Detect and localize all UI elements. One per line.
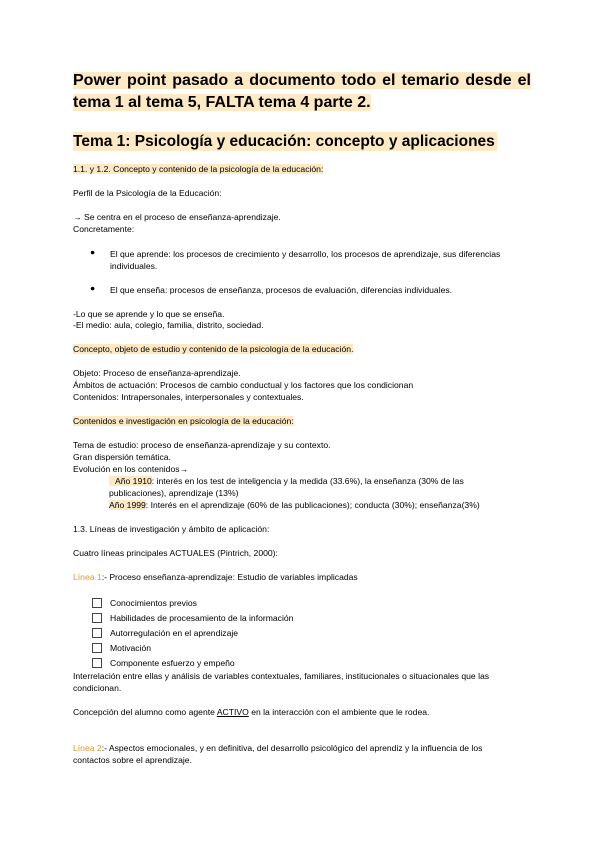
year-1999-line: Año 1999: Interés en el aprendizaje (60% de las publicaciones); conducta (30%); enseñanza(3%) [109,500,480,510]
objeto-text: Objeto: Proceso de enseñanza-aprendizaje. [73,368,241,378]
evolucion-text: Evolución en los contenidos→ [73,464,189,474]
section-subtitle-3: Contenidos e investigación en psicología de la educación: [73,416,294,426]
document-title: Power point pasado a documento todo el temario desde el tema 1 al tema 5, FALTA tema 4 parte 2. [73,72,531,111]
checkbox-esfuerzo[interactable] [92,658,102,668]
checkbox-label-autorregulacion: Autorregulación en el aprendizaje [110,628,239,638]
topic-heading: Tema 1: Psicología y educación: concepto y aplicaciones [73,133,495,150]
perfil-text: Perfil de la Psicología de la Educación: [73,188,222,198]
medio-text: -El medio: aula, colegio, familia, distrito, sociedad. [73,320,264,330]
linea-2-line-1: Línea 2:- Aspectos emocionales, y en definitiva, del desarrollo psicológico del aprendiz y la influencia de los [73,743,483,753]
checkbox-motivacion[interactable] [92,643,102,653]
interrelacion-line-2: condicionan. [73,683,122,693]
checkbox-label-motivacion: Motivación [110,643,152,653]
ambitos-text: Ámbitos de actuación: Procesos de cambio conductual y los factores que los condicionan [73,380,414,390]
year-1910-line-2: publicaciones), aprendizaje (13%) [109,488,239,498]
bullet-1-line-1: El que aprende: los procesos de crecimiento y desarrollo, los procesos de aprendizaje, sus diferencias [110,249,501,259]
section-subtitle-2: Concepto, objeto de estudio y contenido de la psicología de la educación. [73,344,354,354]
bullet-dot-2: ● [90,283,96,293]
linea-2-line-2: contactos sobre el aprendizaje. [73,755,192,765]
interrelacion-line-1: Interrelación entre ellas y análisis de variables contextuales, familiares, institucionales o situacionales que las [73,671,490,681]
bullet-1-line-2: individuales. [110,261,158,271]
bullet-2: El que enseña: procesos de enseñanza, procesos de evaluación, diferencias individuales. [110,285,453,295]
checkbox-label-esfuerzo: Componente esfuerzo y empeño [110,658,235,668]
lo-que-text: -Lo que se aprende y lo que se enseña. [73,309,225,319]
arrow-line: → Se centra en el proceso de enseñanza-aprendizaje. [73,212,281,222]
checkbox-label-habilidades: Habilidades de procesamiento de la información [110,613,294,623]
linea-1-text: Línea 1:- Proceso enseñanza-aprendizaje: Estudio de variables implicadas [73,572,358,582]
section-subtitle-1: 1.1. y 1.2. Concepto y contenido de la psicología de la educación: [73,164,324,174]
checkbox-conocimientos[interactable] [92,598,102,608]
concretamente-text: Concretamente: [73,224,135,234]
concepcion-text: Concepción del alumno como agente ACTIVO en la interacción con el ambiente que le rodea. [73,707,430,717]
checkbox-label-conocimientos: Conocimientos previos [110,598,197,608]
contenidos-text: Contenidos: Intrapersonales, interpersonales y contextuales. [73,392,304,402]
year-1910-line-1: Año 1910: interés en los test de inteligencia y la medida (33.6%), la enseñanza (30% de las [109,476,527,487]
tema-text: Tema de estudio: proceso de enseñanza-aprendizaje y su contexto. [73,440,331,450]
bullet-dot-1: ● [90,247,96,257]
cuatro-lineas-text: Cuatro líneas principales ACTUALES (Pintrich, 2000): [73,548,278,558]
checkbox-habilidades[interactable] [92,613,102,623]
gran-text: Gran dispersión temática. [73,452,171,462]
section-subtitle-4: 1.3. Líneas de investigación y ámbito de aplicación: [73,524,270,534]
checkbox-autorregulacion[interactable] [92,628,102,638]
